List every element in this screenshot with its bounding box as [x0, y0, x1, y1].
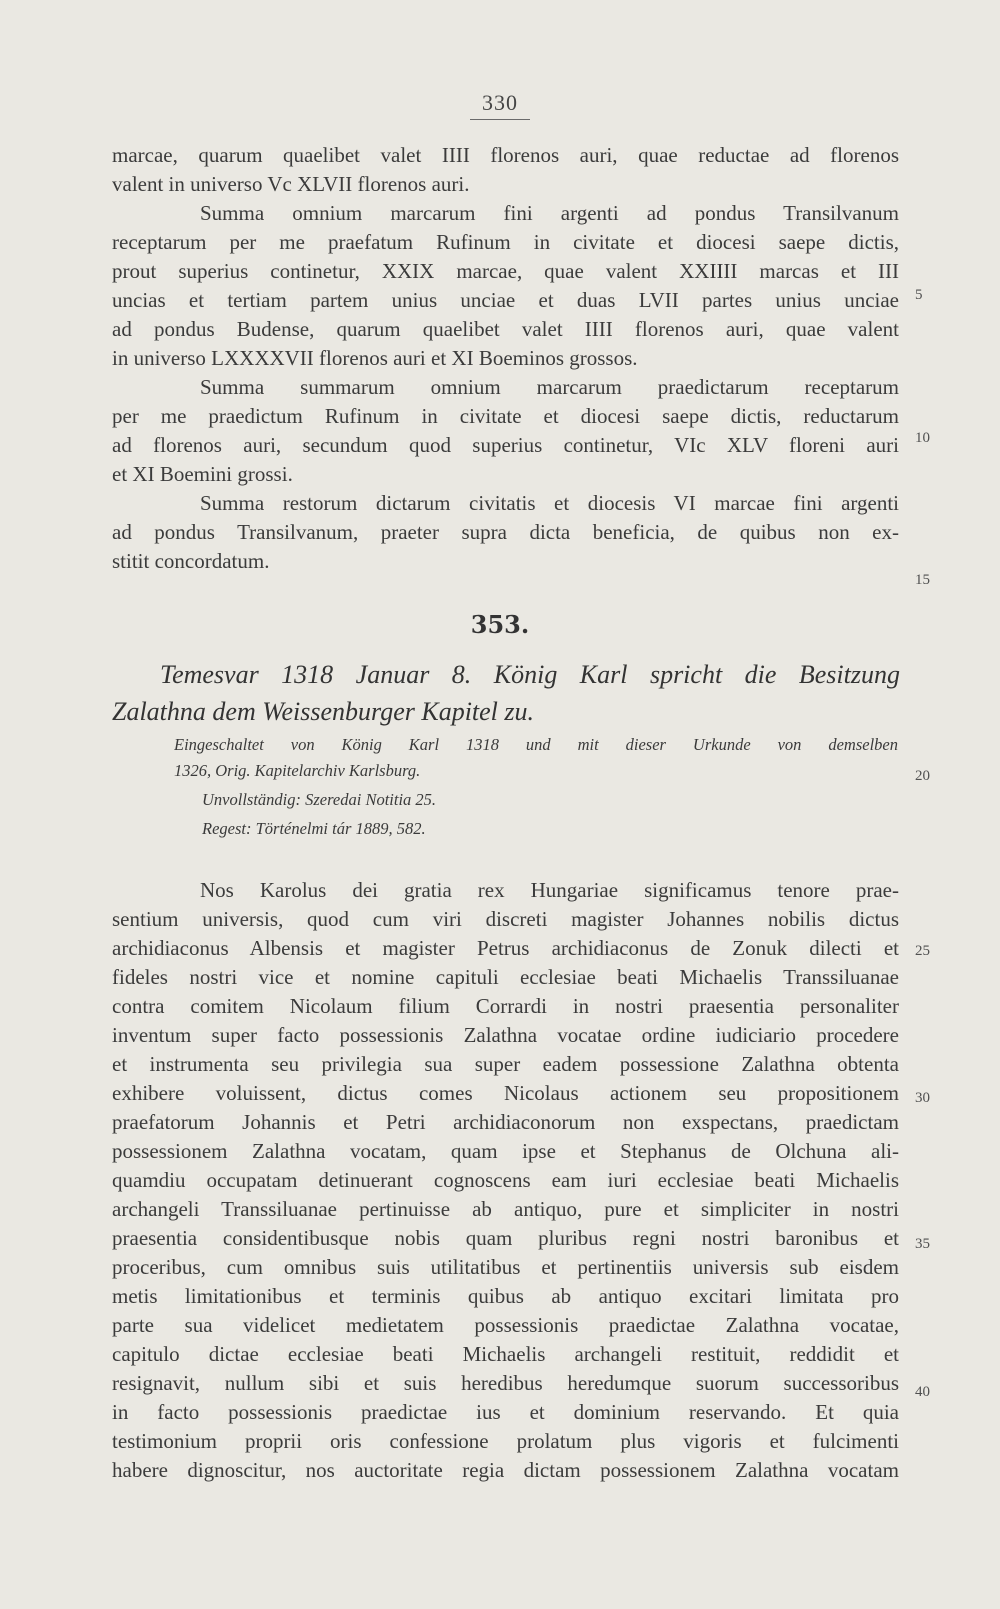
line-number-15: 15 [915, 572, 930, 588]
document-title [112, 656, 900, 730]
text-line: sentium universis, quod cum viri discreti magister Johannes nobilis dictus [112, 907, 899, 931]
note-regest: Regest: Történelmi tár 1889, 582. [202, 819, 426, 838]
line-number-25: 25 [915, 943, 930, 959]
line-number-40: 40 [915, 1384, 930, 1400]
text-line: testimonium proprii oris confessione prolatum plus vigoris et fulcimenti [112, 1429, 899, 1453]
page-header [0, 90, 1000, 120]
text-line: ad pondus Transilvanum, praeter supra dicta beneficia, de quibus non ex- [112, 520, 899, 544]
text-line: archangeli Transsiluanae pertinuisse ab antiquo, pure et simpliciter in nostri [112, 1197, 899, 1221]
top-text-block [112, 141, 899, 576]
text-line: in universo LXXXXVII florenos auri et XI Boeminos grossos. [112, 346, 638, 370]
text-line: quamdiu occupatam detinuerant cognoscens eam iuri ecclesiae beati Michaelis [112, 1168, 899, 1192]
text-line: resignavit, nullum sibi et suis heredibus heredumque suorum successoribus [112, 1371, 899, 1395]
text-line: per me praedictum Rufinum in civitate et diocesi saepe dictis, reductarum [112, 404, 899, 428]
note-source-line-2: 1326, Orig. Kapitelarchiv Karlsburg. [174, 761, 421, 780]
line-number-35: 35 [915, 1236, 930, 1252]
text-line: metis limitationibus et terminis quibus ab antiquo excitari limitata pro [112, 1284, 899, 1308]
text-line: praefatorum Johannis et Petri archidiaconorum non exspectans, praedictam [112, 1110, 899, 1134]
text-line: in facto possessionis praedictae ius et dominium reservando. Et quia [112, 1400, 899, 1424]
text-line: valent in universo Vc XLVII florenos auri. [112, 172, 470, 196]
text-line: fideles nostri vice et nomine capituli ecclesiae beati Michaelis Transsiluanae [112, 965, 899, 989]
text-line: stitit concordatum. [112, 549, 270, 573]
text-line: ad florenos auri, secundum quod superius continetur, VIc XLV floreni auri [112, 433, 899, 457]
text-line: Summa restorum dictarum civitatis et diocesis VI marcae fini argenti [200, 491, 899, 515]
text-line: marcae, quarum quaelibet valet IIII florenos auri, quae reductae ad florenos [112, 143, 899, 167]
text-line: et XI Boemini grossi. [112, 462, 293, 486]
text-line: exhibere voluissent, dictus comes Nicolaus actionem seu propositionem [112, 1081, 899, 1105]
line-number-5: 5 [915, 287, 923, 303]
text-line: capitulo dictae ecclesiae beati Michaelis archangeli restituit, reddidit et [112, 1342, 899, 1366]
text-line: proceribus, cum omnibus suis utilitatibus et pertinentiis universis sub eisdem [112, 1255, 899, 1279]
text-line: prout superius continetur, XXIX marcae, quae valent XXIIII marcas et III [112, 259, 899, 283]
document-title-line-1: Temesvar 1318 Januar 8. König Karl spricht die Besitzung [160, 660, 900, 689]
text-line: uncias et tertiam partem unius unciae et duas LVII partes unius unciae [112, 288, 899, 312]
text-line: et instrumenta seu privilegia sua super eadem possessione Zalathna obtenta [112, 1052, 899, 1076]
line-number-20: 20 [915, 768, 930, 784]
text-line: Summa omnium marcarum fini argenti ad pondus Transilvanum [200, 201, 899, 225]
text-line: possessionem Zalathna vocatam, quam ipse et Stephanus de Olchuna ali- [112, 1139, 899, 1163]
text-line: inventum super facto possessionis Zalathna vocatae ordine iudiciario procedere [112, 1023, 899, 1047]
line-number-10: 10 [915, 430, 930, 446]
text-line: ad pondus Budense, quarum quaelibet valet IIII florenos auri, quae valent [112, 317, 899, 341]
text-line: parte sua videlicet medietatem possessionis praedictae Zalathna vocatae, [112, 1313, 899, 1337]
note-incomplete: Unvollständig: Szeredai Notitia 25. [202, 790, 437, 809]
text-line: habere dignoscitur, nos auctoritate regia dictam possessionem Zalathna vocatam [112, 1458, 899, 1482]
document-title-line-2: Zalathna dem Weissenburger Kapitel zu. [112, 697, 535, 726]
text-line: Summa summarum omnium marcarum praedictarum receptarum [200, 375, 899, 399]
text-line: archidiaconus Albensis et magister Petrus archidiaconus de Zonuk dilecti et [112, 936, 899, 960]
document-number: 353. [470, 610, 530, 639]
page-number: 330 [470, 90, 530, 120]
line-number-30: 30 [915, 1090, 930, 1106]
text-line: receptarum per me praefatum Rufinum in civitate et diocesi saepe dictis, [112, 230, 899, 254]
text-line: Nos Karolus dei gratia rex Hungariae significamus tenore prae- [200, 878, 899, 902]
body-text-block [112, 876, 899, 1485]
note-source-line-1: Eingeschaltet von König Karl 1318 und mit dieser Urkunde von demselben [174, 735, 898, 754]
text-line: contra comitem Nicolaum filium Corrardi in nostri praesentia personaliter [112, 994, 899, 1018]
text-line: praesentia considentibusque nobis quam pluribus regni nostri baronibus et [112, 1226, 899, 1250]
source-notes [174, 732, 898, 842]
